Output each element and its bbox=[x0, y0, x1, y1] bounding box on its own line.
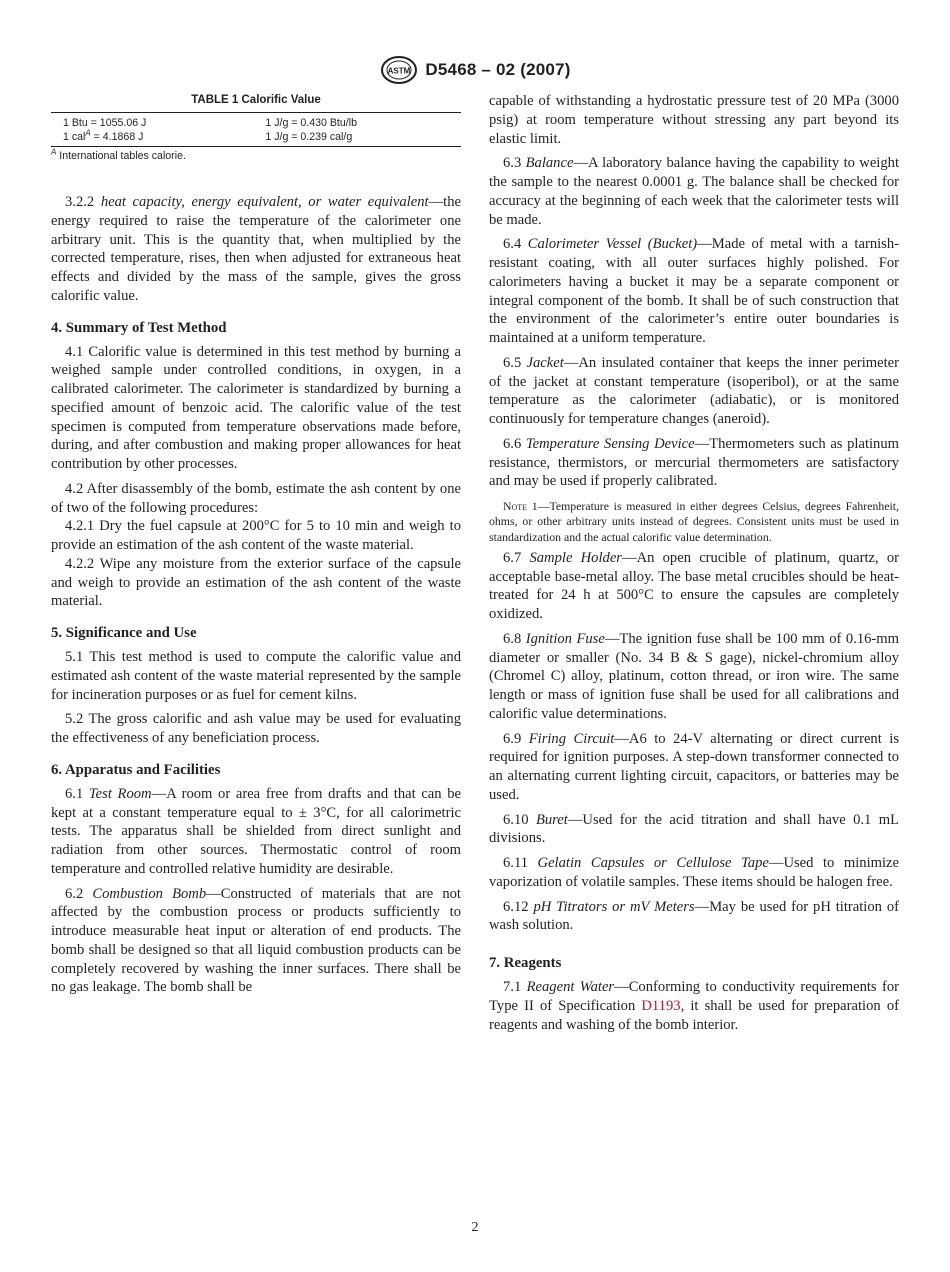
clause-6-4 bbox=[489, 235, 899, 348]
calorific-value-table bbox=[51, 112, 461, 147]
clause-term: Ignition Fuse bbox=[525, 630, 605, 647]
clause-7-1 bbox=[489, 978, 899, 1034]
clause-number: 6.8 bbox=[503, 630, 526, 647]
clause-number: 6.2 bbox=[65, 885, 93, 902]
clause-text: —Used to minimize vaporization of volatile samples. These items should be halogen free. bbox=[489, 855, 899, 890]
clause-text: , it shall be used for preparation of reagents and washing of the bomb interior. bbox=[489, 997, 899, 1033]
table-cell: 1 J/g = 0.239 cal/g bbox=[265, 131, 353, 143]
clause-4-2-1: 4.2.1 Dry the fuel capsule at 200°C for 5 to 10 min and weigh to provide an estimation of the ash content of the waste material. bbox=[51, 518, 461, 553]
clause-number: 6.6 bbox=[503, 435, 526, 452]
cell-text: 1 cal bbox=[63, 131, 86, 143]
table-row bbox=[51, 113, 461, 131]
clause-6-1 bbox=[51, 785, 461, 879]
clause-text: —A room or area free from drafts and that can be kept at a constant temperature equal to ± 3°C, for all calorimetric tests. The apparatus shall be shielded from direct sunlight and radiation from other sources. Thermostatic control of room temperature and controlled relative humidity are desirable. bbox=[51, 785, 462, 877]
astm-logo-text: ASTM bbox=[388, 66, 411, 76]
clause-6-6 bbox=[489, 435, 899, 491]
footnote-marker: A bbox=[85, 128, 91, 138]
clause-term: Temperature Sensing Device bbox=[525, 435, 695, 452]
clause-text: —The ignition fuse shall be 100 mm of 0.16-mm diameter or smaller (No. 34 B & S gage), nickel-chromium alloy (Chromel C) alloy, platinum, cotton thread, or iron wire. The same length or mass of ignition fuse shall be used for all calibrations and calorific value determinations. bbox=[489, 630, 899, 722]
table-row bbox=[51, 130, 461, 147]
clause-text: —Thermometers such as platinum resistance, thermistors, or mercurial thermometers are satisfactory and may be used if properly calibrated. bbox=[489, 435, 899, 490]
table-footnote bbox=[51, 147, 461, 163]
section-3-2-2 bbox=[51, 193, 461, 306]
note-label: Note 1 bbox=[503, 499, 538, 513]
clause-number: 6.5 bbox=[503, 354, 527, 371]
clause-text: —Used for the acid titration and shall have 0.1 mL divisions. bbox=[489, 811, 899, 847]
astm-logo-icon bbox=[379, 55, 419, 85]
clause-term: Firing Circuit bbox=[528, 730, 615, 747]
left-column bbox=[51, 92, 461, 997]
clause-term: Buret bbox=[535, 811, 568, 828]
document-designation: D5468 – 02 (2007) bbox=[425, 60, 571, 79]
table-cell: 1 Btu = 1055.06 J bbox=[63, 117, 147, 129]
table-cell: 1 J/g = 0.430 Btu/lb bbox=[265, 117, 357, 129]
cell-text: = 4.1868 J bbox=[90, 131, 144, 143]
section-6-heading: 6. Apparatus and Facilities bbox=[51, 761, 221, 778]
section-7-heading: 7. Reagents bbox=[489, 955, 562, 972]
clause-6-3 bbox=[489, 154, 899, 229]
clause-number: 6.3 bbox=[503, 155, 526, 172]
clause-number: 7.1 bbox=[503, 979, 527, 996]
clause-text: —May be used for pH titration of wash solution. bbox=[489, 898, 899, 934]
clause-number: 6.7 bbox=[503, 549, 530, 566]
clause-6-9 bbox=[489, 730, 899, 805]
clause-number: 6.10 bbox=[503, 811, 536, 828]
clause-text: —the energy required to raise the temperature of the calorimeter one arbitrary unit. This is the quantity that, when multiplied by the corrected temperature, rises, then when adjusted for extraneous heat effects and divided by the mass of the sample, gives the gross calorific value. bbox=[51, 194, 461, 304]
clause-number: 3.2.2 bbox=[65, 194, 101, 210]
right-column bbox=[489, 92, 899, 1034]
clause-6-7 bbox=[489, 549, 899, 624]
clause-5-1: 5.1 This test method is used to compute the calorific value and estimated ash content of the waste material represented by the sample for incineration purposes or as fuel for cement kilns. bbox=[51, 649, 461, 703]
clause-term: Reagent Water bbox=[526, 979, 615, 996]
clause-6-12 bbox=[489, 898, 899, 936]
clause-number: 6.9 bbox=[503, 730, 529, 747]
clause-6-5 bbox=[489, 354, 899, 429]
note-text: —Temperature is measured in either degrees Celsius, degrees Fahrenheit, ohms, or other arbitrary units instead of degrees. Consistent units must be used in standardization and the actual calorific value determination. bbox=[489, 499, 899, 544]
clause-6-2-continued: capable of withstanding a hydrostatic pressure test of 20 MPa (3000 psig) at room temperature without stressing any part beyond its elastic limit. bbox=[489, 93, 899, 147]
clause-4-2: 4.2 After disassembly of the bomb, estimate the ash content by one of two of the following procedures: bbox=[51, 480, 461, 516]
clause-text: —Made of metal with a tarnish-resistant coating, with all outer surfaces highly polished. For calorimeters having a bucket it may be a separate component or integral component of the bomb. It shall be of such construction that the environment of the calorimeter’s entire outer boundaries is maintained at a uniform temperature. bbox=[489, 236, 900, 346]
clause-term: Balance bbox=[525, 155, 574, 172]
clause-4-1: 4.1 Calorific value is determined in this test method by burning a weighed sample under controlled conditions, in oxygen, in a calibrated calorimeter. The calorimeter is standardized by burning a specified amount of benzoic acid. The calorific value of the test specimen is computed from temperature observations made before, during, and after combustion and making proper allowances for heat contribution by other processes. bbox=[51, 343, 461, 472]
clause-number: 6.11 bbox=[503, 855, 538, 872]
clause-4-2-2: 4.2.2 Wipe any moisture from the exterior surface of the capsule and weigh to provide an estimation of the ash content of the waste material. bbox=[51, 555, 461, 610]
section-4-heading: 4. Summary of Test Method bbox=[51, 319, 227, 336]
clause-text: —Constructed of materials that are not affected by the combustion process or products sufficiently to introduce measurable heat input or alteration of end products. The bomb shall be designed so that all liquid combustion products can be completely recovered by washing the inner surfaces. There shall be no gas leakage. The bomb shall be bbox=[51, 885, 461, 996]
clause-6-11 bbox=[489, 854, 899, 892]
specification-link[interactable]: D1193 bbox=[641, 997, 681, 1014]
clause-text: —Conforming to conductivity requirements for Type II of Specification bbox=[489, 979, 899, 1014]
clause-term: Sample Holder bbox=[529, 549, 622, 566]
clause-number: 6.1 bbox=[65, 785, 89, 802]
clause-term: Calorimeter Vessel (Bucket) bbox=[527, 236, 698, 253]
table-cell bbox=[51, 130, 217, 147]
section-5-heading: 5. Significance and Use bbox=[51, 625, 197, 641]
note-1 bbox=[489, 499, 899, 545]
clause-6-8 bbox=[489, 630, 899, 724]
footnote-text: International tables calorie. bbox=[56, 150, 186, 162]
clause-term: heat capacity, energy equivalent, or water equivalent bbox=[100, 194, 429, 210]
clause-text: —A6 to 24-V alternating or direct current is required for ignition purposes. A step-down transformer connected to an alternating current lighting circuit, capacitors, or batteries may be used. bbox=[489, 730, 899, 803]
clause-number: 6.12 bbox=[503, 898, 534, 915]
page-number: 2 bbox=[471, 1220, 479, 1235]
clause-term: Test Room bbox=[88, 785, 152, 802]
clause-term: Combustion Bomb bbox=[92, 885, 207, 902]
clause-text: —An insulated container that keeps the inner perimeter of the jacket at constant temperature (isoperibol), or at the same temperature as the calorimeter (adiabatic), or is monitored continuously for temperature changes (aneroid). bbox=[489, 354, 899, 427]
clause-text: —A laboratory balance having the capability to weight the sample to the nearest 0.0001 g. The balance shall be checked for accuracy at the beginning of each week that the calorimeter tests will be made. bbox=[489, 155, 899, 228]
footnote-marker: A bbox=[51, 147, 57, 157]
clause-6-2 bbox=[51, 885, 461, 998]
clause-term: Jacket bbox=[526, 354, 564, 371]
clause-number: 6.4 bbox=[503, 236, 528, 253]
clause-6-10 bbox=[489, 811, 899, 849]
table-title: TABLE 1 Calorific Value bbox=[191, 94, 321, 106]
clause-term: pH Titrators or mV Meters bbox=[533, 898, 695, 915]
clause-term: Gelatin Capsules or Cellulose Tape bbox=[537, 855, 769, 872]
clause-5-2: 5.2 The gross calorific and ash value may be used for evaluating the effectiveness of any beneficiation process. bbox=[51, 711, 461, 746]
clause-text: —An open crucible of platinum, quartz, or acceptable base-metal alloy. The base metal crucibles should be heat-treated for 24 h at 500°C to ensure the capsules are completely oxidized. bbox=[489, 549, 899, 623]
page-header bbox=[0, 55, 950, 85]
